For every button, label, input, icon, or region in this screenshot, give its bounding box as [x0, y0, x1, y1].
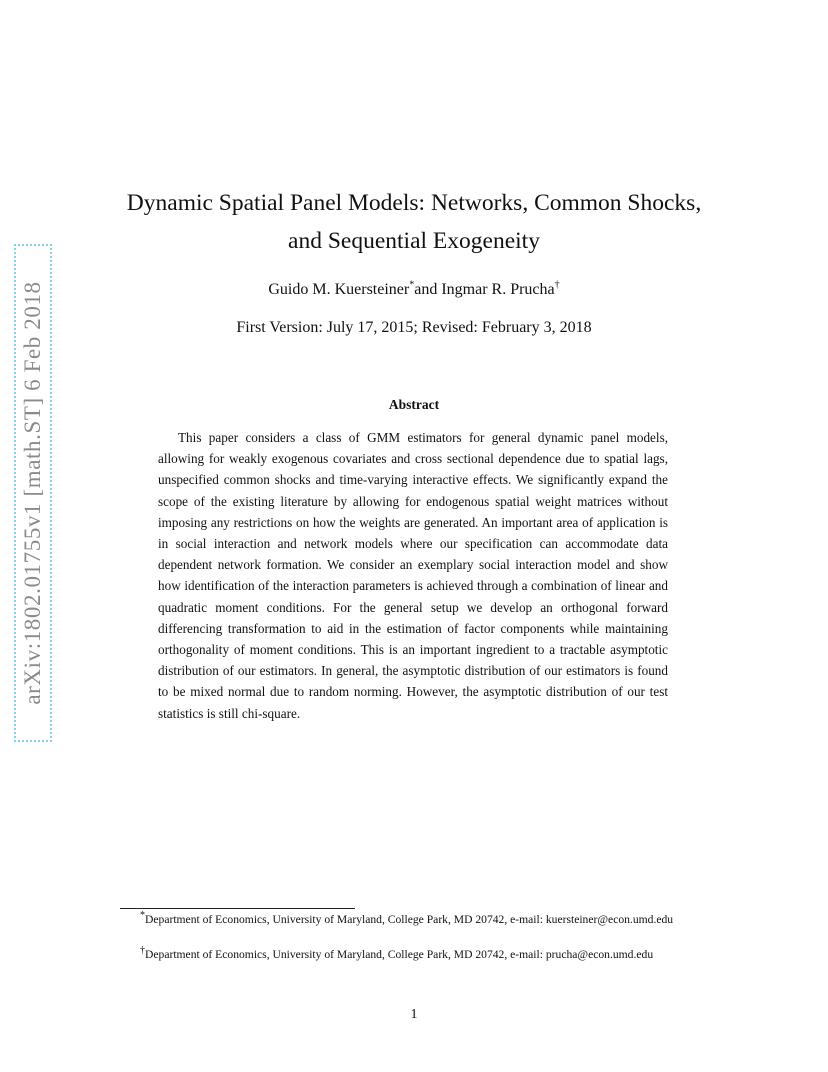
author-list [100, 281, 728, 299]
version-dates: First Version: July 17, 2015; Revised: February 3, 2018 [236, 319, 592, 336]
footnote-divider [120, 908, 355, 909]
footnote-mark: † [140, 945, 145, 957]
footnote-mark: * [140, 910, 145, 922]
arxiv-identifier: arXiv:1802.01755v1 [math.ST] 6 Feb 2018 [20, 281, 45, 705]
page-number: 1 [410, 1007, 418, 1022]
footnote-text: Department of Economics, University of Maryland, College Park, MD 20742, e-mail: prucha@econ.umd.edu [145, 948, 654, 961]
footnote [120, 911, 708, 930]
footnote-text: Department of Economics, University of Maryland, College Park, MD 20742, e-mail: kuersteiner@econ.umd.edu [145, 913, 674, 926]
author-connector: and [414, 281, 442, 298]
footnote [120, 946, 708, 965]
abstract-heading: Abstract [388, 397, 440, 412]
arxiv-stamp [14, 244, 52, 742]
abstract-text: This paper considers a class of GMM estimators for general dynamic panel models, allowing for weakly exogenous covariates and cross sectional dependence due to spatial lags, unspecified common shocks and time-varying interactive effects. We significantly expand the scope of the existing literature by allowing for endogenous spatial weight matrices without imposing any restrictions on how the weights are generated. An important area of application is in social interaction and network models where our specification can accommodate data dependent network formation. We consider an exemplary social interaction model and show how identification of the interaction parameters is achieved through a combination of linear and quadratic moment conditions. For the general setup we develop an orthogonal forward differencing transformation to aid in the estimation of factor components while maintaining orthogonality of moment conditions. This is an important ingredient to a tractable asymptotic distribution of our estimators. In general, the asymptotic distribution of our estimators is found to be mixed normal due to random norming. However, the asymptotic distribution of our test statistics is still chi-square. [158, 430, 668, 721]
title-line-1: Dynamic Spatial Panel Models: Networks, Common Shocks, [126, 190, 702, 216]
paper-title [100, 184, 728, 260]
author-name: Ingmar R. Prucha [441, 281, 555, 298]
author-name: Guido M. Kuersteiner [268, 281, 410, 298]
footnote-mark: * [409, 279, 415, 291]
title-line-2: and Sequential Exogeneity [288, 228, 540, 254]
footnote-mark: † [554, 279, 560, 291]
